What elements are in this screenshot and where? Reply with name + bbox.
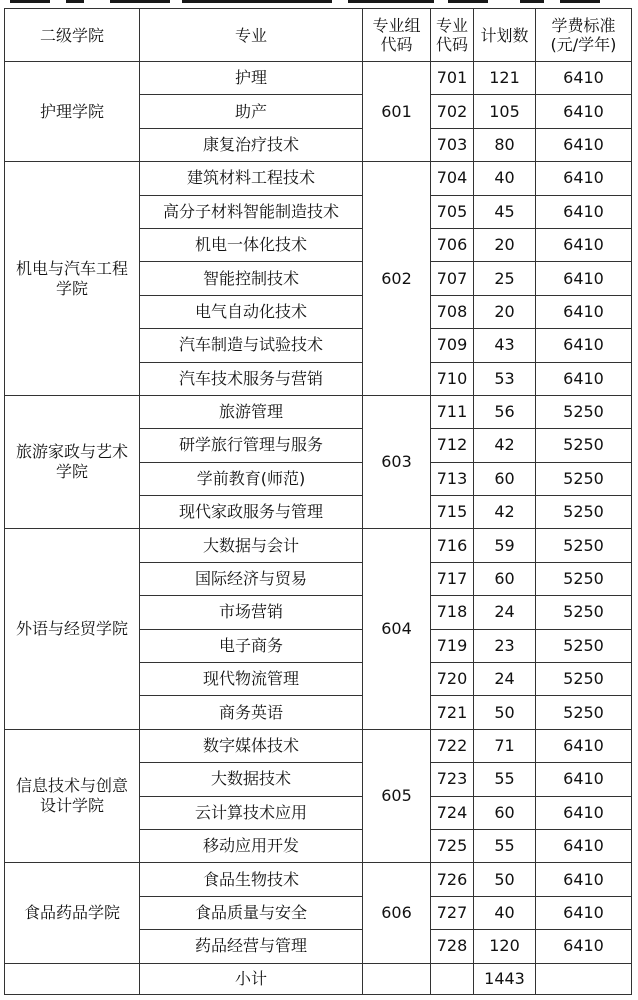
major-name-cell: 康复治疗技术 — [140, 128, 363, 161]
plan-count-cell: 60 — [474, 562, 536, 595]
college-name-cell: 食品药品学院 — [5, 863, 140, 963]
table-row — [5, 863, 632, 896]
major-name-cell: 食品质量与安全 — [140, 896, 363, 929]
major-name-cell: 商务英语 — [140, 696, 363, 729]
fee-cell: 6410 — [536, 228, 632, 261]
fee-cell: 5250 — [536, 629, 632, 662]
major-code-cell: 718 — [431, 596, 474, 629]
plan-count-cell: 40 — [474, 896, 536, 929]
major-name-cell: 国际经济与贸易 — [140, 562, 363, 595]
college-name-cell: 旅游家政与艺术学院 — [5, 395, 140, 529]
group-code-cell: 603 — [363, 395, 431, 529]
header-fee-line2: (元/学年) — [550, 35, 617, 54]
subtotal-empty-cell — [536, 963, 632, 994]
subtotal-label: 小计 — [140, 963, 363, 994]
major-code-cell: 706 — [431, 228, 474, 261]
fee-cell: 6410 — [536, 796, 632, 829]
fee-cell: 6410 — [536, 930, 632, 963]
fee-cell: 5250 — [536, 663, 632, 696]
header-major-code — [431, 9, 474, 62]
plan-count-cell: 50 — [474, 696, 536, 729]
header-college: 二级学院 — [5, 9, 140, 62]
group-code-cell: 602 — [363, 162, 431, 396]
header-major: 专业 — [140, 9, 363, 62]
plan-count-cell: 43 — [474, 329, 536, 362]
plan-count-cell: 20 — [474, 295, 536, 328]
major-code-cell: 702 — [431, 95, 474, 128]
major-code-cell: 710 — [431, 362, 474, 395]
plan-count-cell: 42 — [474, 429, 536, 462]
header-group-code-line1: 专业组 — [372, 16, 421, 35]
fee-cell: 5250 — [536, 529, 632, 562]
major-code-cell: 721 — [431, 696, 474, 729]
major-name-cell: 食品生物技术 — [140, 863, 363, 896]
header-group-code — [363, 9, 431, 62]
fee-cell: 6410 — [536, 329, 632, 362]
major-code-cell: 713 — [431, 462, 474, 495]
group-code-cell: 605 — [363, 729, 431, 863]
major-name-cell: 电子商务 — [140, 629, 363, 662]
header-fee — [536, 9, 632, 62]
major-code-cell: 708 — [431, 295, 474, 328]
enrollment-plan-table — [4, 8, 632, 995]
table-row — [5, 729, 632, 762]
plan-count-cell: 59 — [474, 529, 536, 562]
major-name-cell: 建筑材料工程技术 — [140, 162, 363, 195]
major-code-cell: 712 — [431, 429, 474, 462]
plan-count-cell: 25 — [474, 262, 536, 295]
cropped-title-strip — [0, 0, 638, 8]
plan-count-cell: 40 — [474, 162, 536, 195]
major-code-cell: 728 — [431, 930, 474, 963]
major-code-cell: 707 — [431, 262, 474, 295]
major-code-cell: 725 — [431, 829, 474, 862]
major-code-cell: 726 — [431, 863, 474, 896]
major-name-cell: 旅游管理 — [140, 395, 363, 428]
major-code-cell: 715 — [431, 496, 474, 529]
fee-cell: 5250 — [536, 462, 632, 495]
group-code-cell: 601 — [363, 62, 431, 162]
major-name-cell: 汽车技术服务与营销 — [140, 362, 363, 395]
fee-cell: 6410 — [536, 128, 632, 161]
fee-cell: 5250 — [536, 496, 632, 529]
major-name-cell: 研学旅行管理与服务 — [140, 429, 363, 462]
fee-cell: 6410 — [536, 195, 632, 228]
table-row — [5, 162, 632, 195]
major-code-cell: 723 — [431, 763, 474, 796]
plan-count-cell: 80 — [474, 128, 536, 161]
major-name-cell: 药品经营与管理 — [140, 930, 363, 963]
major-name-cell: 助产 — [140, 95, 363, 128]
fee-cell: 6410 — [536, 362, 632, 395]
major-code-cell: 709 — [431, 329, 474, 362]
major-code-cell: 705 — [431, 195, 474, 228]
plan-count-cell: 20 — [474, 228, 536, 261]
fee-cell: 6410 — [536, 295, 632, 328]
major-code-cell: 703 — [431, 128, 474, 161]
plan-count-cell: 55 — [474, 763, 536, 796]
fee-cell: 6410 — [536, 62, 632, 95]
fee-cell: 6410 — [536, 896, 632, 929]
table-header-row — [5, 9, 632, 62]
fee-cell: 5250 — [536, 395, 632, 428]
major-code-cell: 727 — [431, 896, 474, 929]
plan-count-cell: 56 — [474, 395, 536, 428]
plan-count-cell: 24 — [474, 596, 536, 629]
major-name-cell: 电气自动化技术 — [140, 295, 363, 328]
major-name-cell: 移动应用开发 — [140, 829, 363, 862]
fee-cell: 6410 — [536, 729, 632, 762]
fee-cell: 5250 — [536, 696, 632, 729]
plan-count-cell: 23 — [474, 629, 536, 662]
major-name-cell: 现代物流管理 — [140, 663, 363, 696]
fee-cell: 6410 — [536, 829, 632, 862]
fee-cell: 6410 — [536, 262, 632, 295]
major-code-cell: 704 — [431, 162, 474, 195]
fee-cell: 6410 — [536, 162, 632, 195]
fee-cell: 6410 — [536, 863, 632, 896]
major-code-cell: 701 — [431, 62, 474, 95]
plan-count-cell: 24 — [474, 663, 536, 696]
group-code-cell: 606 — [363, 863, 431, 963]
subtotal-plan: 1443 — [474, 963, 536, 994]
fee-cell: 5250 — [536, 562, 632, 595]
major-name-cell: 数字媒体技术 — [140, 729, 363, 762]
header-fee-line1: 学费标准 — [551, 16, 616, 35]
college-name-cell: 护理学院 — [5, 62, 140, 162]
fee-cell: 6410 — [536, 763, 632, 796]
major-code-cell: 716 — [431, 529, 474, 562]
major-code-cell: 724 — [431, 796, 474, 829]
major-name-cell: 智能控制技术 — [140, 262, 363, 295]
plan-count-cell: 60 — [474, 796, 536, 829]
table-row — [5, 62, 632, 95]
major-name-cell: 机电一体化技术 — [140, 228, 363, 261]
group-code-cell: 604 — [363, 529, 431, 729]
plan-count-cell: 60 — [474, 462, 536, 495]
subtotal-row — [5, 963, 632, 994]
college-name-cell: 机电与汽车工程学院 — [5, 162, 140, 396]
major-code-cell: 717 — [431, 562, 474, 595]
plan-count-cell: 120 — [474, 930, 536, 963]
plan-count-cell: 71 — [474, 729, 536, 762]
major-name-cell: 学前教育(师范) — [140, 462, 363, 495]
subtotal-empty-cell — [5, 963, 140, 994]
header-major-code-line2: 代码 — [435, 35, 468, 54]
major-code-cell: 719 — [431, 629, 474, 662]
header-plan: 计划数 — [474, 9, 536, 62]
college-name-cell: 外语与经贸学院 — [5, 529, 140, 729]
major-name-cell: 现代家政服务与管理 — [140, 496, 363, 529]
major-name-cell: 高分子材料智能制造技术 — [140, 195, 363, 228]
plan-count-cell: 45 — [474, 195, 536, 228]
plan-count-cell: 121 — [474, 62, 536, 95]
subtotal-empty-cell — [363, 963, 431, 994]
major-name-cell: 汽车制造与试验技术 — [140, 329, 363, 362]
subtotal-empty-cell — [431, 963, 474, 994]
major-name-cell: 大数据技术 — [140, 763, 363, 796]
major-name-cell: 市场营销 — [140, 596, 363, 629]
plan-count-cell: 42 — [474, 496, 536, 529]
table-row — [5, 395, 632, 428]
major-code-cell: 720 — [431, 663, 474, 696]
plan-count-cell: 50 — [474, 863, 536, 896]
fee-cell: 5250 — [536, 596, 632, 629]
plan-count-cell: 53 — [474, 362, 536, 395]
major-name-cell: 云计算技术应用 — [140, 796, 363, 829]
header-major-code-line1: 专业 — [435, 16, 468, 35]
fee-cell: 5250 — [536, 429, 632, 462]
major-name-cell: 护理 — [140, 62, 363, 95]
plan-count-cell: 105 — [474, 95, 536, 128]
college-name-cell: 信息技术与创意设计学院 — [5, 729, 140, 863]
table-body — [5, 62, 632, 964]
header-group-code-line2: 代码 — [380, 35, 413, 54]
fee-cell: 6410 — [536, 95, 632, 128]
table-row — [5, 529, 632, 562]
major-code-cell: 722 — [431, 729, 474, 762]
major-name-cell: 大数据与会计 — [140, 529, 363, 562]
plan-count-cell: 55 — [474, 829, 536, 862]
major-code-cell: 711 — [431, 395, 474, 428]
